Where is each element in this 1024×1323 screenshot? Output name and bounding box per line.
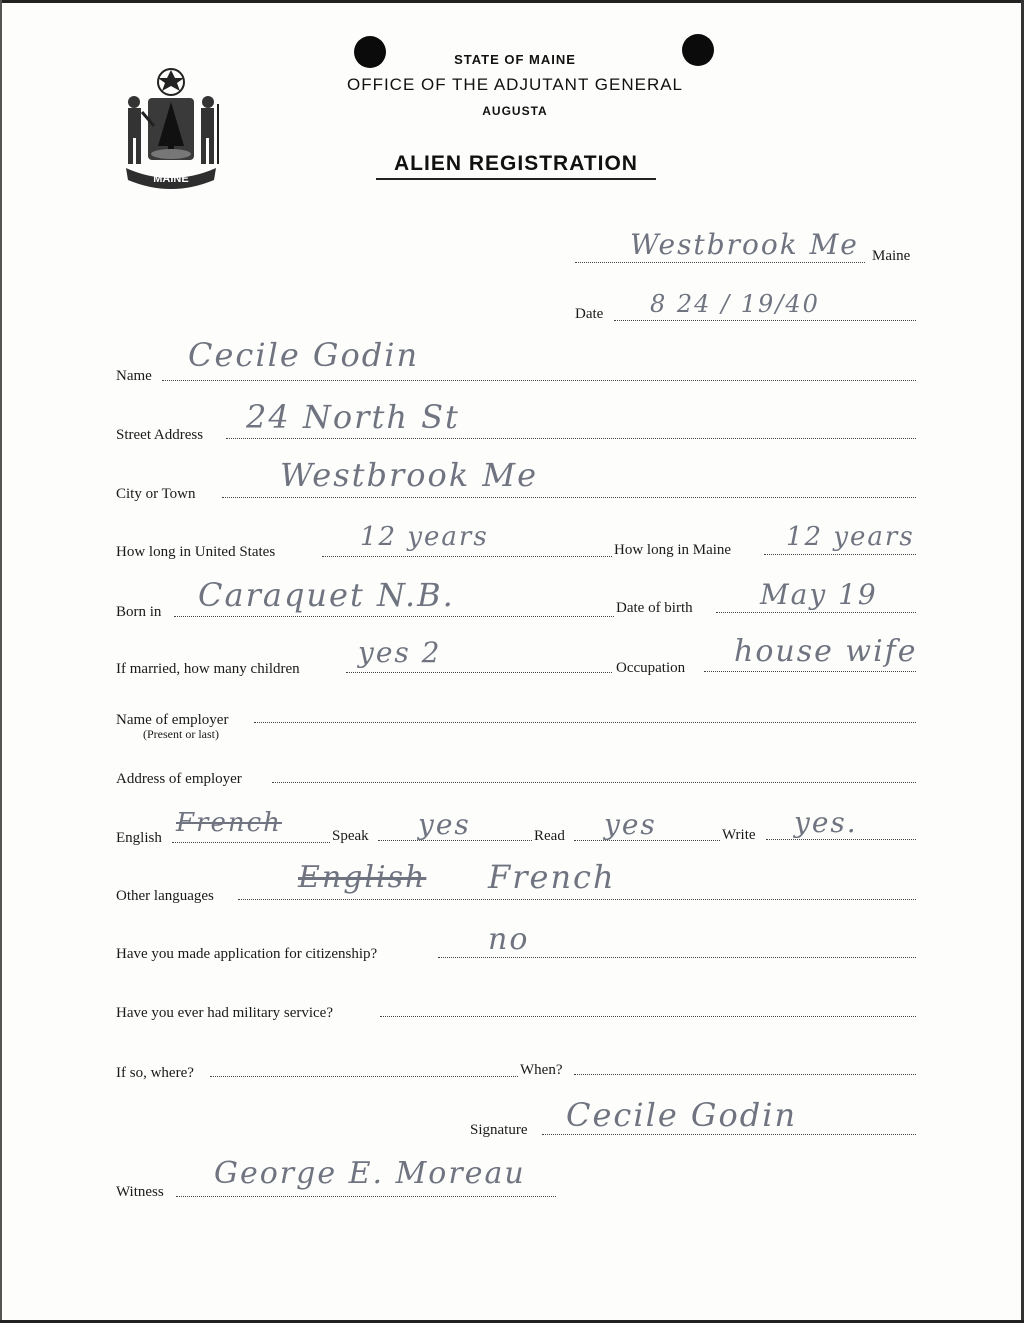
- how-long-us-line: [322, 556, 612, 557]
- citizenship-label: Have you made application for citizenship?: [116, 946, 378, 962]
- english-value: French: [176, 808, 282, 838]
- citizenship-value: no: [488, 922, 530, 957]
- date-of-birth-value: May 19: [760, 578, 878, 611]
- witness-line: [176, 1196, 556, 1197]
- employer-name-label: Name of employer: [116, 712, 229, 728]
- other-languages-line: [238, 899, 916, 900]
- speak-label: Speak: [332, 828, 369, 844]
- header-office: OFFICE OF THE ADJUTANT GENERAL: [346, 75, 684, 94]
- write-value: yes.: [794, 806, 858, 839]
- header-city: AUGUSTA: [482, 104, 548, 118]
- date-of-birth-line: [716, 612, 916, 613]
- if-so-where-label: If so, where?: [116, 1065, 194, 1081]
- how-long-maine-label: How long in Maine: [614, 542, 732, 558]
- employer-name-sublabel: (Present or last): [143, 727, 219, 741]
- how-long-us-label: How long in United States: [116, 544, 276, 560]
- married-children-line: [346, 672, 612, 673]
- date-value: 8 24 / 19/40: [650, 290, 820, 318]
- signature-line: [542, 1134, 916, 1135]
- scan-edge-left: [0, 0, 2, 1323]
- write-line: [766, 839, 916, 840]
- svg-text:MAINE: MAINE: [153, 173, 189, 185]
- street-address-line: [226, 438, 916, 439]
- citizenship-line: [438, 957, 916, 958]
- name-label: Name: [116, 368, 152, 384]
- city-town-label: City or Town: [116, 486, 196, 502]
- signature-value: Cecile Godin: [566, 1096, 798, 1134]
- location-line: [575, 262, 865, 263]
- speak-value: yes: [418, 808, 471, 841]
- other-languages-label: Other languages: [116, 888, 214, 904]
- signature-label: Signature: [470, 1122, 528, 1138]
- other-languages-struck-value: English: [298, 860, 427, 895]
- occupation-line: [704, 671, 916, 672]
- read-value: yes: [604, 808, 657, 841]
- date-of-birth-label: Date of birth: [616, 600, 693, 616]
- witness-label: Witness: [116, 1184, 164, 1200]
- born-in-line: [174, 616, 614, 617]
- born-in-label: Born in: [116, 604, 162, 620]
- english-line: [172, 842, 330, 843]
- english-label: English: [116, 830, 162, 846]
- if-so-where-line: [210, 1076, 518, 1077]
- when-label: When?: [520, 1062, 563, 1078]
- maine-seal-icon: [118, 68, 224, 190]
- when-line: [574, 1074, 916, 1075]
- military-line: [380, 1016, 916, 1017]
- city-town-line: [222, 497, 916, 498]
- military-label: Have you ever had military service?: [116, 1005, 333, 1021]
- witness-value: George E. Moreau: [214, 1156, 526, 1191]
- form-title: ALIEN REGISTRATION: [376, 152, 656, 180]
- scan-edge-top: [0, 0, 1024, 3]
- married-children-value: yes 2: [358, 636, 442, 669]
- write-label: Write: [722, 827, 756, 843]
- header-state: STATE OF MAINE: [454, 52, 576, 67]
- location-suffix: Maine: [872, 248, 911, 264]
- street-address-value: 24 North St: [246, 398, 460, 436]
- location-value: Westbrook Me: [630, 228, 859, 261]
- born-in-value: Caraquet N.B.: [198, 576, 455, 614]
- how-long-maine-line: [764, 554, 916, 555]
- employer-address-label: Address of employer: [116, 771, 242, 787]
- employer-name-line: [254, 722, 916, 723]
- street-address-label: Street Address: [116, 427, 204, 443]
- how-long-maine-value: 12 years: [786, 522, 915, 552]
- name-line: [162, 380, 916, 381]
- read-label: Read: [534, 828, 565, 844]
- employer-address-line: [272, 782, 916, 783]
- married-children-label: If married, how many children: [116, 661, 300, 677]
- how-long-us-value: 12 years: [360, 522, 489, 552]
- city-town-value: Westbrook Me: [280, 456, 539, 494]
- occupation-value: house wife: [734, 634, 918, 669]
- date-label: Date: [575, 306, 604, 322]
- date-line: [614, 320, 916, 321]
- other-languages-value: French: [488, 858, 616, 896]
- name-value: Cecile Godin: [188, 336, 420, 374]
- occupation-label: Occupation: [616, 660, 686, 676]
